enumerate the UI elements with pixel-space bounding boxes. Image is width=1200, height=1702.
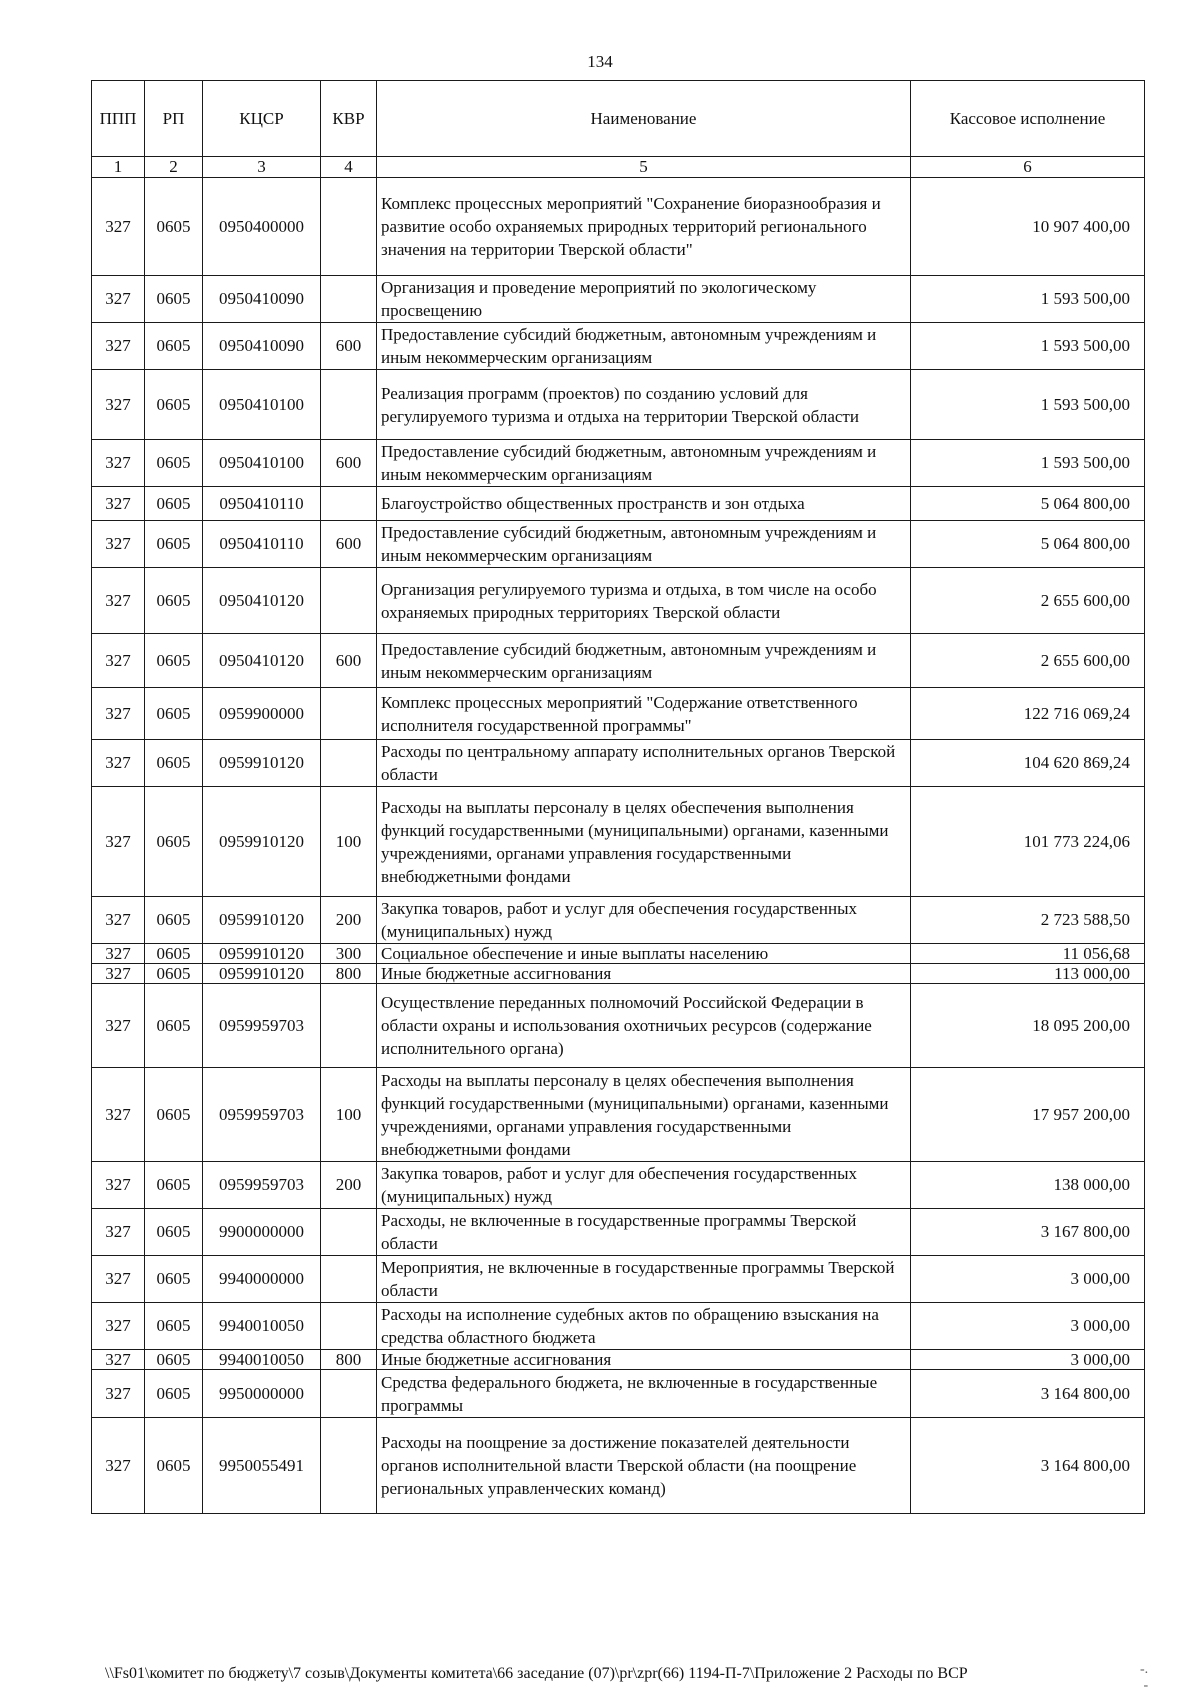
table-row (92, 964, 1145, 984)
cell-kvr: 200 (321, 1162, 377, 1209)
cell-ppp: 327 (92, 984, 145, 1068)
col-number: 4 (321, 157, 377, 178)
cell-amount: 2 655 600,00 (911, 568, 1145, 634)
cell-ppp: 327 (92, 521, 145, 568)
cell-kvr: 100 (321, 787, 377, 897)
cell-name: Осуществление переданных полномочий Российской Федерации в области охраны и использования охотничьих ресурсов (содержание исполнительного органа) (377, 984, 911, 1068)
table-row (92, 1162, 1145, 1209)
cell-kcsr: 0959959703 (203, 984, 321, 1068)
cell-kvr (321, 1303, 377, 1350)
cell-kcsr: 0959959703 (203, 1162, 321, 1209)
cell-ppp: 327 (92, 276, 145, 323)
cell-rp: 0605 (145, 1256, 203, 1303)
cell-amount: 3 167 800,00 (911, 1209, 1145, 1256)
cell-name: Расходы на исполнение судебных актов по обращению взыскания на средства областного бюджета (377, 1303, 911, 1350)
cell-ppp: 327 (92, 178, 145, 276)
cell-kcsr: 0959910120 (203, 897, 321, 944)
table-row (92, 1370, 1145, 1418)
table-row (92, 787, 1145, 897)
cell-rp: 0605 (145, 323, 203, 370)
cell-ppp: 327 (92, 370, 145, 440)
cell-name: Комплекс процессных мероприятий "Сохранение биоразнообразия и развитие особо охраняемых природных территорий регионального значения на территории Тверской области" (377, 178, 911, 276)
cell-ppp: 327 (92, 323, 145, 370)
cell-amount: 1 593 500,00 (911, 440, 1145, 487)
cell-kvr (321, 688, 377, 740)
cell-amount: 2 655 600,00 (911, 634, 1145, 688)
cell-rp: 0605 (145, 688, 203, 740)
cell-kcsr: 9940010050 (203, 1350, 321, 1370)
cell-rp: 0605 (145, 964, 203, 984)
cell-kvr (321, 1256, 377, 1303)
cell-name: Социальное обеспечение и иные выплаты населению (377, 944, 911, 964)
col-number: 1 (92, 157, 145, 178)
table-row (92, 984, 1145, 1068)
cell-kcsr: 0959910120 (203, 740, 321, 787)
cell-ppp: 327 (92, 740, 145, 787)
col-header-name: Наименование (377, 81, 911, 157)
cell-amount: 3 164 800,00 (911, 1370, 1145, 1418)
cell-ppp: 327 (92, 897, 145, 944)
cell-kvr: 200 (321, 897, 377, 944)
cell-ppp: 327 (92, 688, 145, 740)
cell-name: Закупка товаров, работ и услуг для обеспечения государственных (муниципальных) нужд (377, 897, 911, 944)
cell-amount: 1 593 500,00 (911, 370, 1145, 440)
cell-amount: 11 056,68 (911, 944, 1145, 964)
table-row (92, 688, 1145, 740)
table-row (92, 1256, 1145, 1303)
cell-ppp: 327 (92, 1418, 145, 1514)
cell-kcsr: 0950410090 (203, 276, 321, 323)
table-row (92, 634, 1145, 688)
table-row (92, 897, 1145, 944)
cell-kvr (321, 487, 377, 521)
cell-kvr (321, 568, 377, 634)
col-header-rp: РП (145, 81, 203, 157)
cell-ppp: 327 (92, 964, 145, 984)
table-row (92, 1350, 1145, 1370)
table-body (92, 178, 1145, 1514)
cell-kcsr: 9940000000 (203, 1256, 321, 1303)
cell-ppp: 327 (92, 440, 145, 487)
table-row (92, 178, 1145, 276)
cell-ppp: 327 (92, 1350, 145, 1370)
cell-kcsr: 0950410100 (203, 440, 321, 487)
cell-name: Комплекс процессных мероприятий "Содержание ответственного исполнителя государственной программы" (377, 688, 911, 740)
cell-ppp: 327 (92, 487, 145, 521)
cell-name: Мероприятия, не включенные в государственные программы Тверской области (377, 1256, 911, 1303)
cell-rp: 0605 (145, 787, 203, 897)
cell-rp: 0605 (145, 178, 203, 276)
col-number: 2 (145, 157, 203, 178)
cell-rp: 0605 (145, 1209, 203, 1256)
cell-ppp: 327 (92, 1162, 145, 1209)
cell-name: Иные бюджетные ассигнования (377, 964, 911, 984)
cell-amount: 1 593 500,00 (911, 276, 1145, 323)
cell-amount: 17 957 200,00 (911, 1068, 1145, 1162)
cell-rp: 0605 (145, 370, 203, 440)
cell-amount: 138 000,00 (911, 1162, 1145, 1209)
cell-amount: 104 620 869,24 (911, 740, 1145, 787)
cell-kcsr: 0950410120 (203, 634, 321, 688)
header-row (92, 81, 1145, 157)
cell-rp: 0605 (145, 897, 203, 944)
cell-kvr: 800 (321, 1350, 377, 1370)
col-header-ppp: ППП (92, 81, 145, 157)
cell-kvr: 600 (321, 521, 377, 568)
cell-kvr (321, 1418, 377, 1514)
cell-rp: 0605 (145, 1303, 203, 1350)
cell-amount: 10 907 400,00 (911, 178, 1145, 276)
table-row (92, 740, 1145, 787)
cell-name: Расходы по центральному аппарату исполнительных органов Тверской области (377, 740, 911, 787)
table-row (92, 487, 1145, 521)
cell-kcsr: 9900000000 (203, 1209, 321, 1256)
cell-name: Расходы на выплаты персоналу в целях обеспечения выполнения функций государственными (муниципальными) органами, казенными учреждениями, органами управления государственными внебюджетными фондами (377, 1068, 911, 1162)
col-header-kvr: КВР (321, 81, 377, 157)
cell-rp: 0605 (145, 1370, 203, 1418)
column-number-row (92, 157, 1145, 178)
cell-name: Иные бюджетные ассигнования (377, 1350, 911, 1370)
budget-table (91, 80, 1145, 1514)
cell-ppp: 327 (92, 634, 145, 688)
cell-kvr (321, 178, 377, 276)
cell-rp: 0605 (145, 634, 203, 688)
cell-rp: 0605 (145, 740, 203, 787)
cell-rp: 0605 (145, 1162, 203, 1209)
cell-amount: 122 716 069,24 (911, 688, 1145, 740)
cell-kcsr: 0950410120 (203, 568, 321, 634)
cell-amount: 2 723 588,50 (911, 897, 1145, 944)
cell-kvr (321, 370, 377, 440)
cell-kvr (321, 984, 377, 1068)
cell-kvr: 600 (321, 440, 377, 487)
page-number: 134 (587, 52, 613, 71)
cell-rp: 0605 (145, 1068, 203, 1162)
col-header-amount: Кассовое исполнение (911, 81, 1145, 157)
cell-name: Расходы, не включенные в государственные программы Тверской области (377, 1209, 911, 1256)
cell-kcsr: 0959910120 (203, 944, 321, 964)
cell-kcsr: 9940010050 (203, 1303, 321, 1350)
cell-rp: 0605 (145, 944, 203, 964)
cell-kcsr: 9950000000 (203, 1370, 321, 1418)
cell-kcsr: 0950410110 (203, 487, 321, 521)
table-row (92, 370, 1145, 440)
cell-kcsr: 0959900000 (203, 688, 321, 740)
cell-kvr: 600 (321, 634, 377, 688)
cell-kvr (321, 740, 377, 787)
table-row (92, 944, 1145, 964)
cell-name: Предоставление субсидий бюджетным, автономным учреждениям и иным некоммерческим организациям (377, 634, 911, 688)
cell-ppp: 327 (92, 944, 145, 964)
cell-kcsr: 0950400000 (203, 178, 321, 276)
cell-name: Предоставление субсидий бюджетным, автономным учреждениям и иным некоммерческим организациям (377, 323, 911, 370)
cell-ppp: 327 (92, 1370, 145, 1418)
cell-name: Закупка товаров, работ и услуг для обеспечения государственных (муниципальных) нужд (377, 1162, 911, 1209)
cell-rp: 0605 (145, 1350, 203, 1370)
cell-ppp: 327 (92, 568, 145, 634)
col-number: 3 (203, 157, 321, 178)
cell-rp: 0605 (145, 440, 203, 487)
cell-ppp: 327 (92, 1303, 145, 1350)
cell-kvr: 300 (321, 944, 377, 964)
cell-rp: 0605 (145, 276, 203, 323)
cell-name: Благоустройство общественных пространств и зон отдыха (377, 487, 911, 521)
cell-ppp: 327 (92, 787, 145, 897)
cell-kcsr: 0950410100 (203, 370, 321, 440)
table-row (92, 323, 1145, 370)
cell-rp: 0605 (145, 984, 203, 1068)
col-header-kcsr: КЦСР (203, 81, 321, 157)
cell-rp: 0605 (145, 568, 203, 634)
cell-kcsr: 0959910120 (203, 964, 321, 984)
cell-rp: 0605 (145, 487, 203, 521)
cell-rp: 0605 (145, 1418, 203, 1514)
cell-amount: 3 000,00 (911, 1350, 1145, 1370)
cell-ppp: 327 (92, 1068, 145, 1162)
table-row (92, 276, 1145, 323)
cell-amount: 101 773 224,06 (911, 787, 1145, 897)
cell-amount: 113 000,00 (911, 964, 1145, 984)
cell-kvr: 100 (321, 1068, 377, 1162)
cell-name: Организация и проведение мероприятий по экологическому просвещению (377, 276, 911, 323)
cell-amount: 1 593 500,00 (911, 323, 1145, 370)
cell-amount: 5 064 800,00 (911, 487, 1145, 521)
table-row (92, 1418, 1145, 1514)
cell-name: Средства федерального бюджета, не включенные в государственные программы (377, 1370, 911, 1418)
table-row (92, 1303, 1145, 1350)
cell-name: Расходы на поощрение за достижение показателей деятельности органов исполнительной власти Тверской области (на поощрение региональных управленческих команд) (377, 1418, 911, 1514)
col-number: 6 (911, 157, 1145, 178)
cell-ppp: 327 (92, 1256, 145, 1303)
cell-name: Расходы на выплаты персоналу в целях обеспечения выполнения функций государственными (муниципальными) органами, казенными учреждениями, органами управления государственными внебюджетными фондами (377, 787, 911, 897)
cell-amount: 3 164 800,00 (911, 1418, 1145, 1514)
cell-kvr (321, 1370, 377, 1418)
cell-amount: 5 064 800,00 (911, 521, 1145, 568)
cell-name: Предоставление субсидий бюджетным, автономным учреждениям и иным некоммерческим организациям (377, 440, 911, 487)
table-row (92, 521, 1145, 568)
cell-kcsr: 0950410110 (203, 521, 321, 568)
cell-kvr: 600 (321, 323, 377, 370)
cell-name: Предоставление субсидий бюджетным, автономным учреждениям и иным некоммерческим организациям (377, 521, 911, 568)
cell-kvr (321, 1209, 377, 1256)
cell-amount: 3 000,00 (911, 1303, 1145, 1350)
cell-amount: 18 095 200,00 (911, 984, 1145, 1068)
cell-name: Реализация программ (проектов) по созданию условий для регулируемого туризма и отдыха на территории Тверской области (377, 370, 911, 440)
table-row (92, 1068, 1145, 1162)
cell-rp: 0605 (145, 521, 203, 568)
cell-kvr: 800 (321, 964, 377, 984)
cell-kcsr: 0959910120 (203, 787, 321, 897)
col-number: 5 (377, 157, 911, 178)
scan-mark: -. - (1140, 1662, 1149, 1693)
table-row (92, 1209, 1145, 1256)
cell-name: Организация регулируемого туризма и отдыха, в том числе на особо охраняемых природных территориях Тверской области (377, 568, 911, 634)
table-row (92, 440, 1145, 487)
cell-kcsr: 9950055491 (203, 1418, 321, 1514)
cell-amount: 3 000,00 (911, 1256, 1145, 1303)
cell-kcsr: 0959959703 (203, 1068, 321, 1162)
table-row (92, 568, 1145, 634)
cell-ppp: 327 (92, 1209, 145, 1256)
cell-kvr (321, 276, 377, 323)
footer-file-path: \\Fs01\комитет по бюджету\7 созыв\Документы комитета\66 заседание (07)\pr\zpr(66) 1194-П-7\Приложение 2 Расходы по ВСР (105, 1665, 968, 1682)
cell-kcsr: 0950410090 (203, 323, 321, 370)
